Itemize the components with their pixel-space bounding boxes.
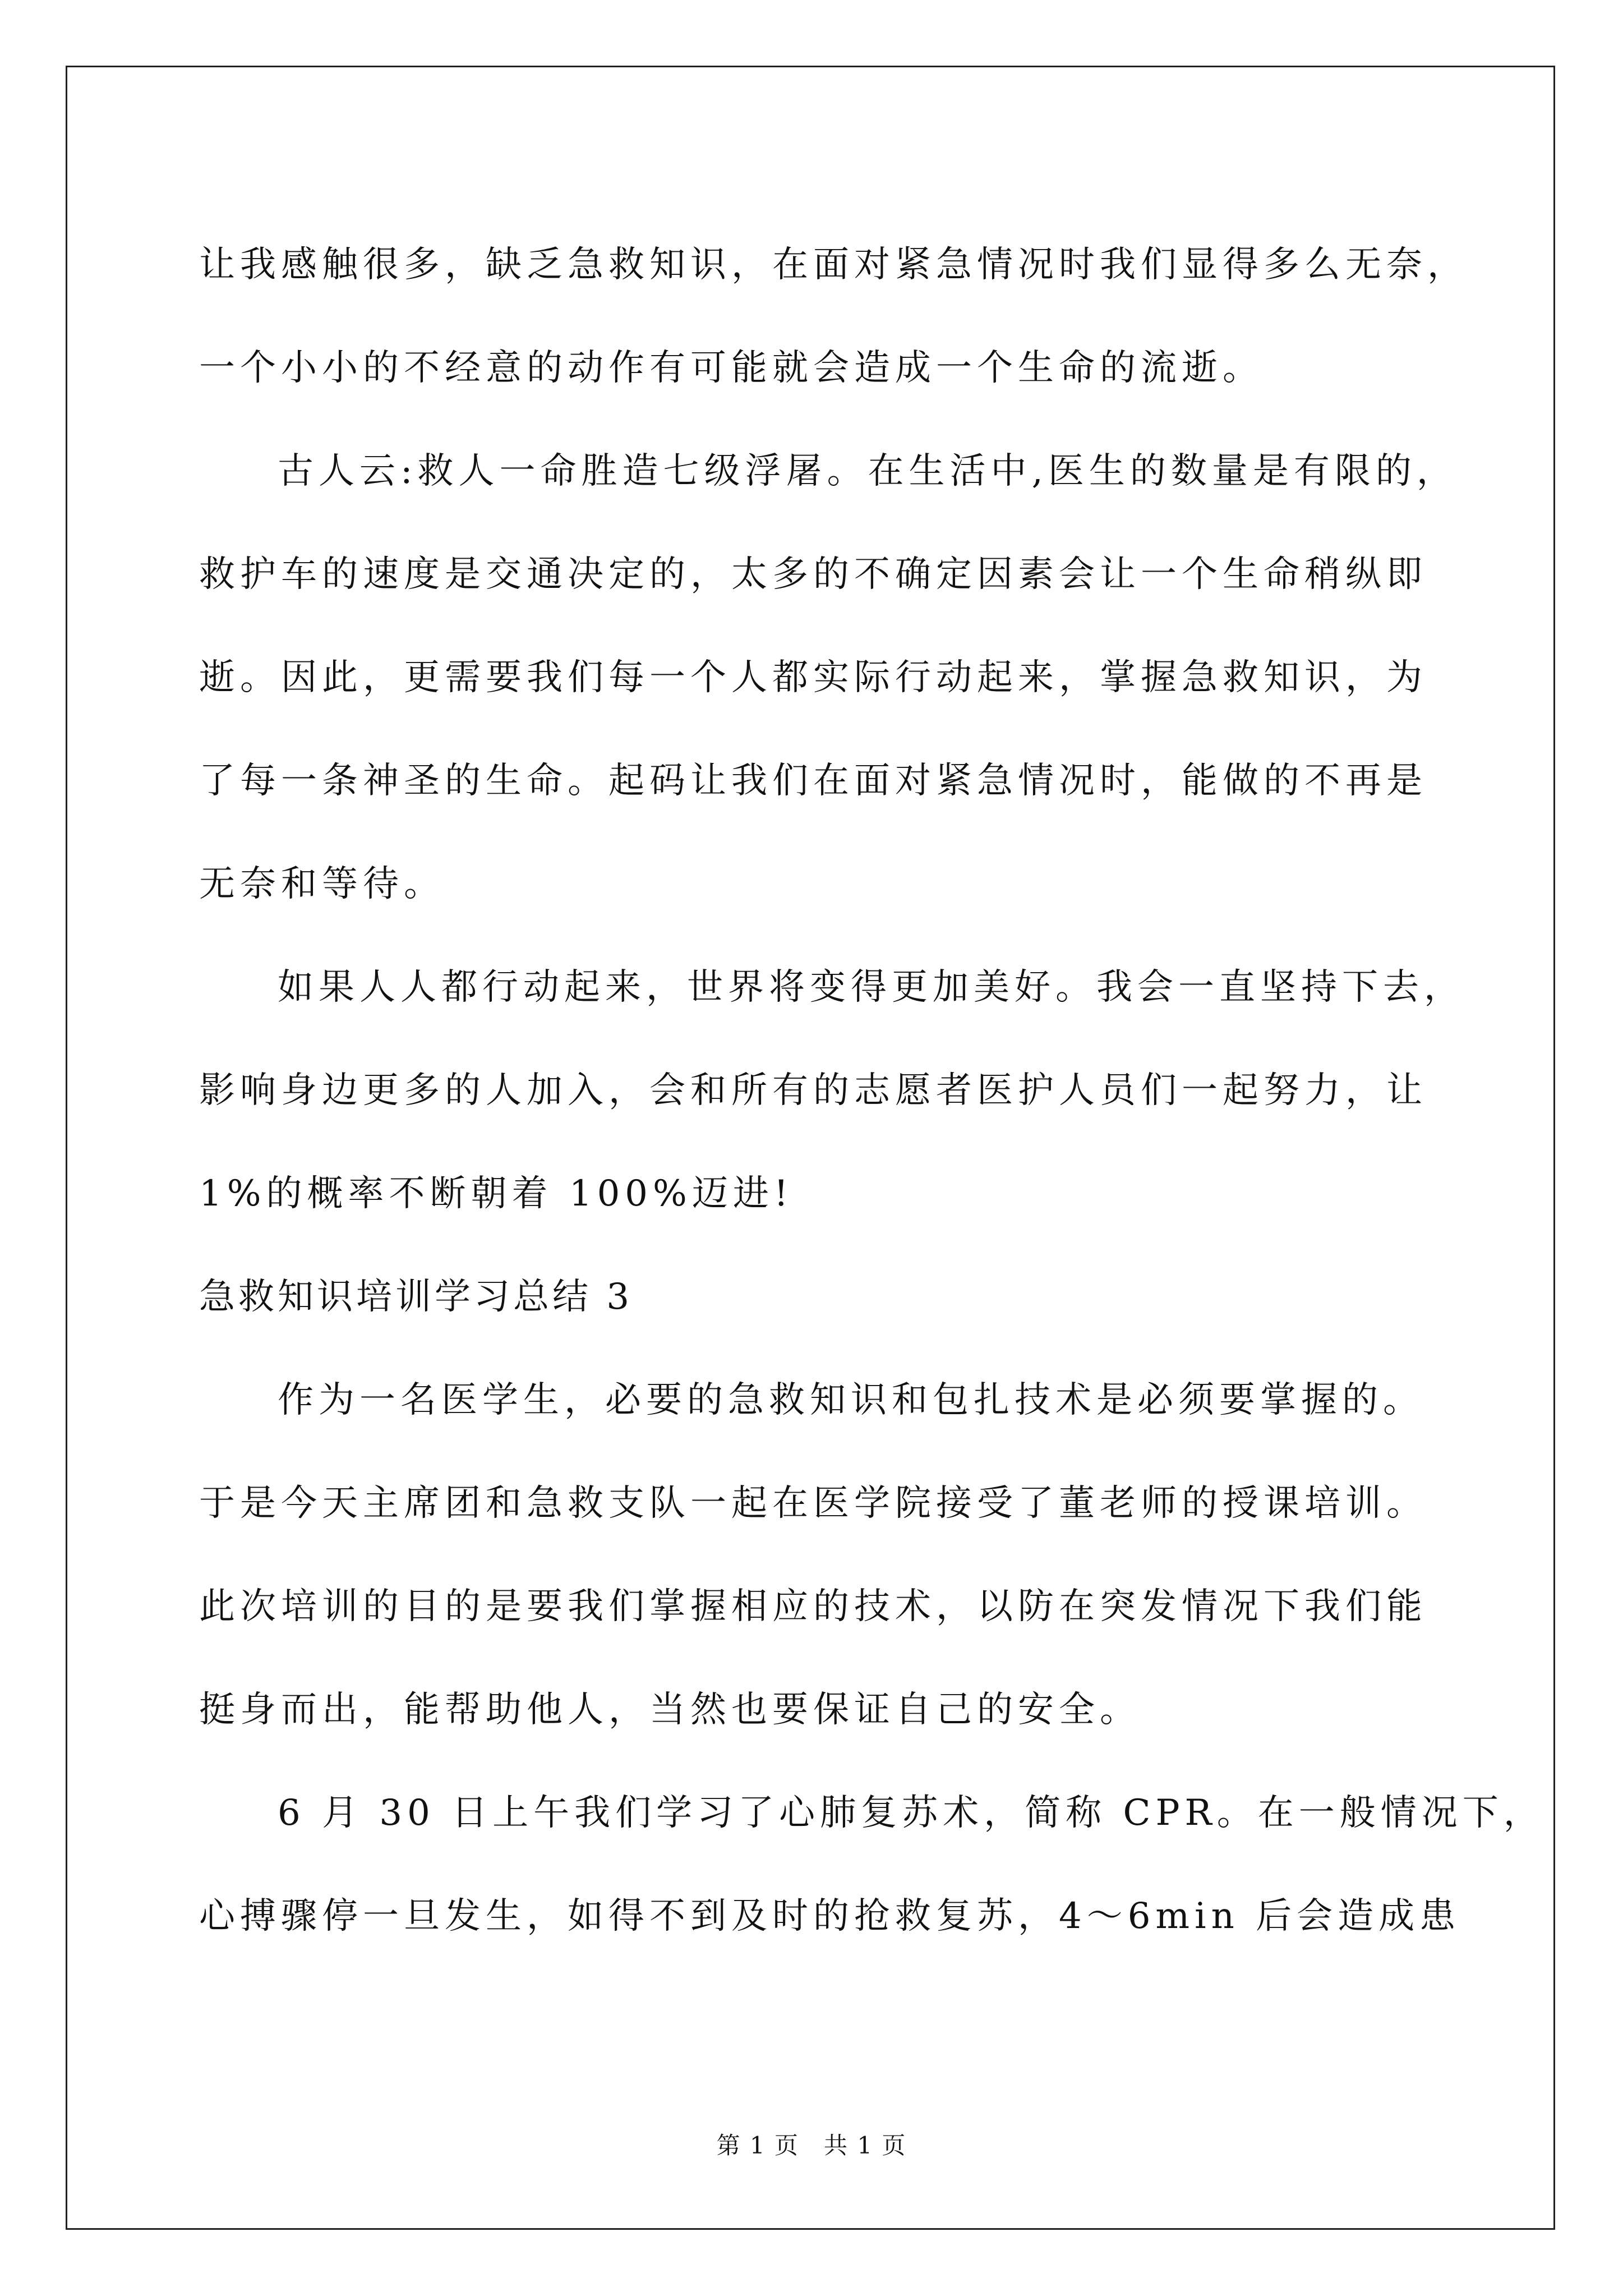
text-line: 此次培训的目的是要我们掌握相应的技术，以防在突发情况下我们能 (199, 1586, 1427, 1627)
text-line: 影响身边更多的人加入，会和所有的志愿者医护人员们一起努力，让 (199, 1070, 1427, 1111)
paragraph-start-line: 古人云:救人一命胜造七级浮屠。在生活中,医生的数量是有限的， (278, 450, 1458, 492)
text-line: 无奈和等待。 (199, 863, 445, 905)
text-line: 一个小小的不经意的动作有可能就会造成一个生命的流逝。 (199, 347, 1264, 389)
text-line: 了每一条神圣的生命。起码让我们在面对紧急情况时，能做的不再是 (199, 760, 1427, 802)
page-number-footer: 第 1 页 共 1 页 (716, 2132, 907, 2159)
text-line: 1%的概率不断朝着 100%迈进! (199, 1173, 794, 1214)
text-line: 逝。因此，更需要我们每一个人都实际行动起来，掌握急救知识，为 (199, 657, 1427, 698)
document-body (199, 213, 1544, 1968)
text-line: 于是今天主席团和急救支队一起在医学院接受了董老师的授课培训。 (199, 1483, 1427, 1524)
text-line: 救护车的速度是交通决定的，太多的不确定因素会让一个生命稍纵即 (199, 554, 1427, 595)
paragraph-start-line: 6 月 30 日上午我们学习了心肺复苏术，简称 CPR。在一般情况下， (278, 1792, 1544, 1834)
paragraph-start-line: 如果人人都行动起来，世界将变得更加美好。我会一直坚持下去， (278, 967, 1465, 1008)
text-line: 挺身而出，能帮助他人，当然也要保证自己的安全。 (199, 1689, 1141, 1731)
text-line: 心搏骤停一旦发生，如得不到及时的抢救复苏，4～6min 后会造成患 (199, 1895, 1461, 1937)
section-heading: 急救知识培训学习总结 3 (199, 1276, 633, 1318)
paragraph-start-line: 作为一名医学生，必要的急救知识和包扎技术是必须要掌握的。 (278, 1379, 1424, 1421)
text-line: 让我感触很多，缺乏急救知识，在面对紧急情况时我们显得多么无奈， (199, 244, 1468, 286)
